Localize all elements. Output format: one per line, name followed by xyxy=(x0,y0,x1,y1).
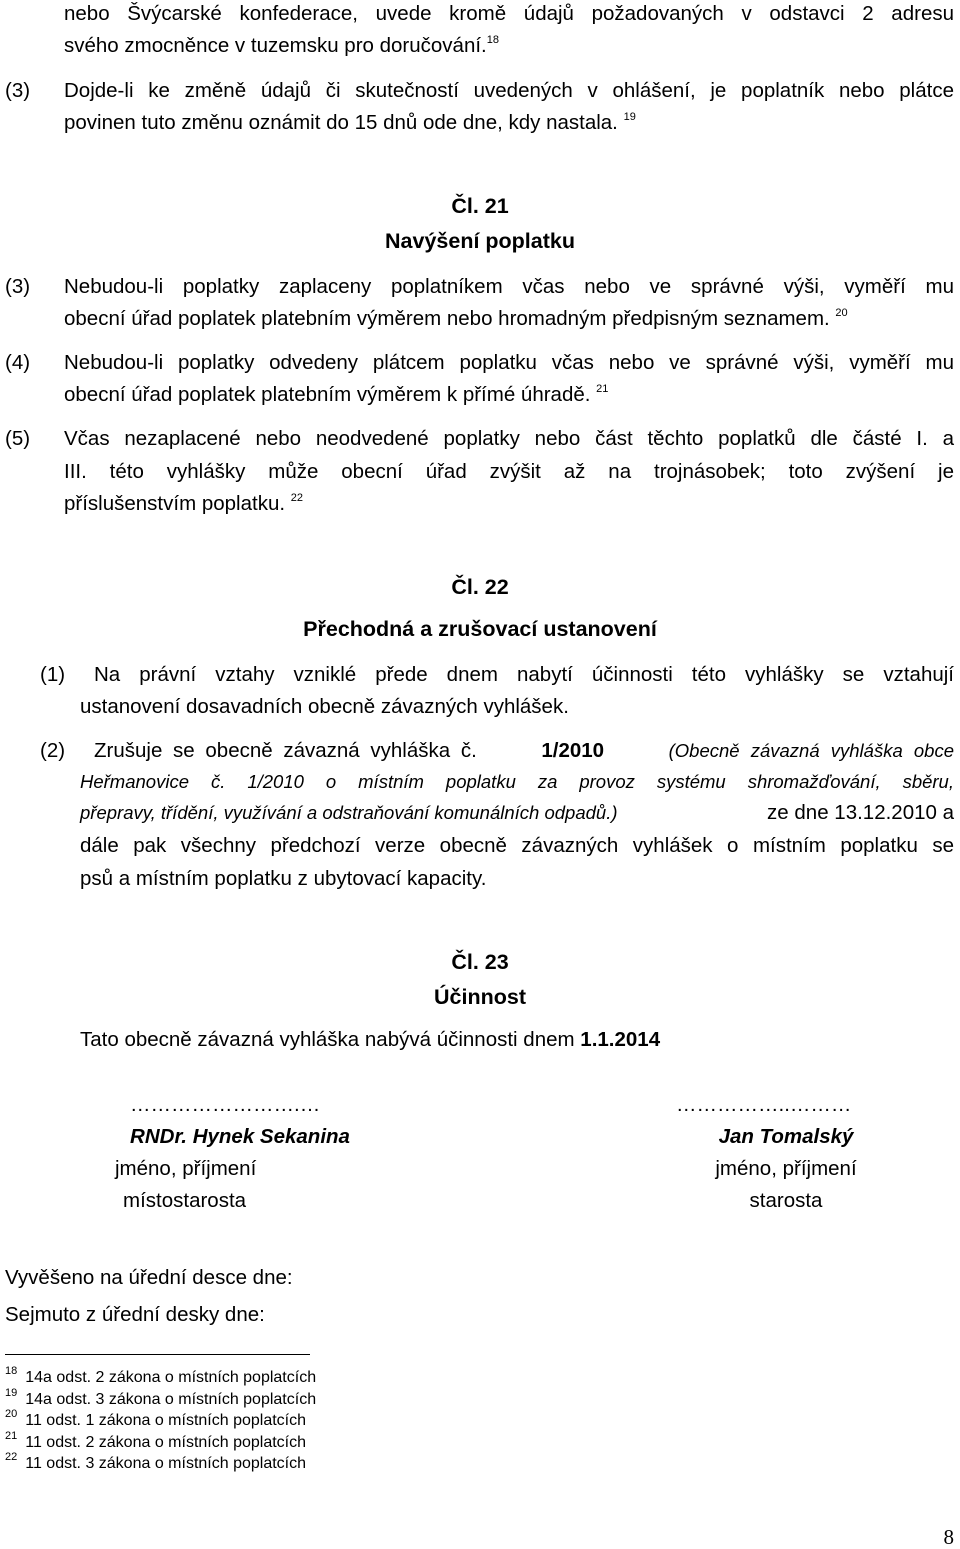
paragraph-line: dále pak všechny předchozí verze obecně závazných vyhlášek o místním poplatku se xyxy=(80,834,954,857)
signatory-name: RNDr. Hynek Sekanina xyxy=(130,1125,350,1148)
paragraph-line xyxy=(64,309,848,330)
removed-date-label: Sejmuto z úřední desky dne: xyxy=(5,1303,265,1326)
signatory-label: jméno, příjmení xyxy=(115,1157,257,1180)
signatory-role: místostarosta xyxy=(123,1189,247,1212)
footnote-ref: 19 xyxy=(623,111,636,123)
paragraph-number: (1) xyxy=(40,663,66,686)
footnote-ref: 21 xyxy=(596,383,609,395)
effect-statement xyxy=(80,1030,660,1051)
footnote-number: 22 xyxy=(5,1451,18,1463)
footnote-text: 11 odst. 1 zákona o místních poplatcích xyxy=(25,1412,307,1429)
footnote-ref: 18 xyxy=(486,34,499,46)
paragraph-line xyxy=(64,36,499,57)
article-title: Navýšení poplatku xyxy=(385,229,575,253)
signatory-name: Jan Tomalský xyxy=(718,1125,854,1148)
paragraph-text: svého zmocněnce v tuzemsku pro doručování. xyxy=(64,34,487,57)
decree-title-line: Heřmanovice č. 1/2010 o místním poplatku za provoz systému shromažďování, sběru, xyxy=(80,771,954,792)
paragraph-number: (4) xyxy=(5,351,31,374)
paragraph-number: (3) xyxy=(5,79,31,102)
page-number: 8 xyxy=(943,1525,954,1549)
decree-title: přepravy, třídění, využívání a odstraňování komunálních odpadů.) xyxy=(80,802,618,823)
paragraph-text: Tato obecně závazná vyhláška nabývá účinnosti dnem xyxy=(80,1028,575,1051)
paragraph-line: III. této vyhlášky může obecní úřad zvýšit až na trojnásobek; toto zvýšení je xyxy=(64,460,954,483)
paragraph-line: Včas nezaplacené nebo neodvedené poplatky nebo část těchto poplatků dle částé I. a xyxy=(64,427,954,450)
footnote xyxy=(5,1408,307,1429)
paragraph-text: obecní úřad poplatek platebním výměrem nebo hromadným předpisným seznamem. xyxy=(64,307,830,330)
paragraph-number: (2) xyxy=(40,739,66,762)
footnote-ref: 22 xyxy=(290,492,303,504)
footnote-separator xyxy=(5,1354,310,1355)
article-title: Přechodná a zrušovací ustanovení xyxy=(303,617,657,641)
paragraph-line xyxy=(64,385,608,406)
paragraph-line: ustanovení dosavadních obecně závazných vyhlášek. xyxy=(80,695,569,718)
paragraph-line: Dojde-li ke změně údajů či skutečností uvedených v ohlášení, je poplatník nebo plátce xyxy=(64,79,954,102)
footnote xyxy=(5,1365,317,1386)
footnote-text: 14a odst. 2 zákona o místních poplatcích xyxy=(25,1369,317,1386)
article-title: Účinnost xyxy=(434,985,526,1009)
paragraph-line: Nebudou-li poplatky odvedeny plátcem poplatku včas nebo ve správné výši, vyměří mu xyxy=(64,351,954,374)
footnote-text: 11 odst. 2 zákona o místních poplatcích xyxy=(25,1433,307,1451)
paragraph-line: nebo Švýcarské konfederace, uvede kromě údajů požadovaných v odstavci 2 adresu xyxy=(64,2,954,25)
footnote-ref: 20 xyxy=(835,307,848,319)
footnote-number: 19 xyxy=(5,1386,18,1399)
article-number: Čl. 21 xyxy=(451,194,509,218)
footnote xyxy=(5,1451,307,1472)
posted-date-label: Vyvěšeno na úřední desce dne: xyxy=(5,1266,293,1289)
decree-number: 1/2010 xyxy=(541,739,605,762)
signatory-role: starosta xyxy=(749,1189,823,1212)
signatory-label: jméno, příjmení xyxy=(715,1157,857,1180)
paragraph-number: (5) xyxy=(5,427,31,450)
paragraph-line: Na právní vztahy vzniklé přede dnem nabytí účinnosti této vyhlášky se vztahují xyxy=(94,663,954,686)
paragraph-line xyxy=(64,113,636,134)
paragraph-line: psů a místním poplatku z ubytovací kapacity. xyxy=(80,867,487,890)
decree-title: (Obecně závazná vyhláška obce xyxy=(668,740,954,761)
paragraph-number: (3) xyxy=(5,275,31,298)
footnote-number: 20 xyxy=(5,1408,18,1420)
footnote-number: 21 xyxy=(5,1429,18,1442)
article-number: Čl. 22 xyxy=(451,575,509,599)
paragraph-text: obecní úřad poplatek platebním výměrem k přímé úhradě. xyxy=(64,383,591,406)
footnote-text: 14a odst. 3 zákona o místních poplatcích xyxy=(25,1390,317,1408)
paragraph-text: Zrušuje se obecně závazná vyhláška č. xyxy=(94,739,477,762)
footnote xyxy=(5,1386,317,1408)
paragraph-text: povinen tuto změnu oznámit do 15 dnů ode dne, kdy nastala. xyxy=(64,111,618,134)
footnote xyxy=(5,1429,307,1451)
footnote-number: 18 xyxy=(5,1365,18,1377)
footnote-text: 11 odst. 3 zákona o místních poplatcích xyxy=(25,1455,307,1472)
paragraph-line: Nebudou-li poplatky zaplaceny poplatníkem včas nebo ve správné výši, vyměří mu xyxy=(64,275,954,298)
paragraph-line xyxy=(64,494,303,515)
effective-date: 1.1.2014 xyxy=(580,1028,661,1051)
paragraph-text: příslušenstvím poplatku. xyxy=(64,492,286,515)
signature-line: ……………..……… xyxy=(676,1093,852,1116)
paragraph-line xyxy=(80,803,954,824)
article-number: Čl. 23 xyxy=(451,950,509,974)
signature-line: …………………….… xyxy=(130,1093,321,1116)
paragraph-text: ze dne 13.12.2010 a xyxy=(767,801,954,824)
paragraph-line xyxy=(94,741,954,762)
